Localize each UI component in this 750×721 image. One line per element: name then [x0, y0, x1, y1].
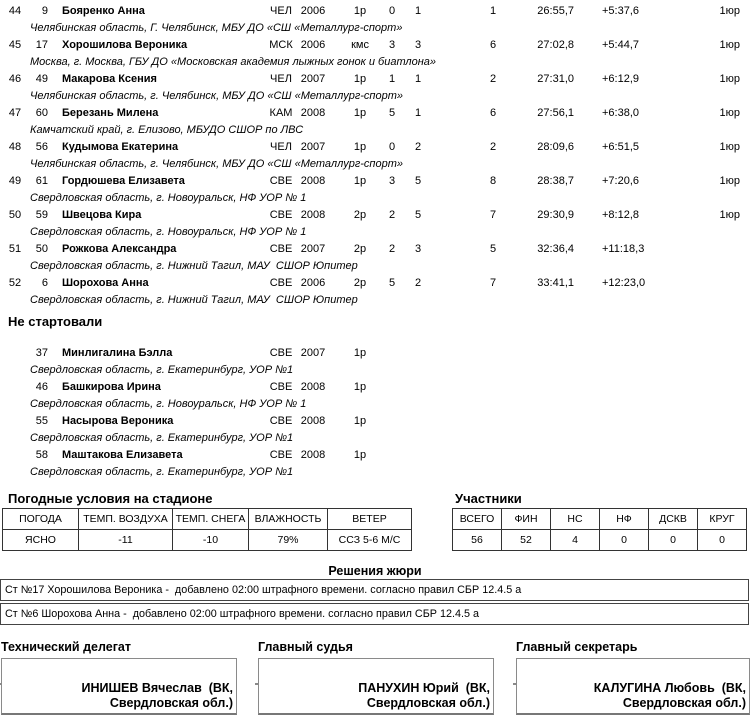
time-cell: 32:36,4: [537, 243, 574, 255]
weather-section-title: Погодные условия на стадионе: [8, 491, 213, 506]
club-line: Москва, г. Москва, ГБУ ДО «Московская академия лыжных гонок и биатлона»: [30, 56, 437, 68]
penalty1-cell: 0: [388, 5, 396, 17]
penalty-total-cell: 1: [489, 5, 497, 17]
signature-box-chief-judge: [258, 658, 494, 715]
time-cell: 29:30,9: [537, 209, 574, 221]
signature-box-technical-delegate: [1, 658, 237, 715]
club-line: Челябинская область, г. Челябинск, МБУ ДО «СШ «Металлург-спорт»: [30, 158, 403, 170]
region-cell: СВЕ: [269, 209, 293, 221]
penalty2-cell: 1: [414, 107, 422, 119]
result-row: [0, 140, 750, 174]
region-cell: СВЕ: [269, 243, 293, 255]
region-cell: СВЕ: [269, 449, 293, 461]
birth-year-cell: 2007: [300, 73, 326, 85]
athlete-name: Рожкова Александра: [62, 243, 177, 255]
weather-value-cell: -11: [79, 530, 173, 551]
participants-value-cell: 52: [502, 530, 551, 551]
rank-cell: 2р: [353, 277, 367, 289]
result-row: [0, 72, 750, 106]
birth-year-cell: 2007: [300, 243, 326, 255]
birth-year-cell: 2008: [300, 415, 326, 427]
birth-year-cell: 2006: [300, 39, 326, 51]
athlete-name: Башкирова Ирина: [62, 381, 161, 393]
region-cell: СВЕ: [269, 347, 293, 359]
athlete-name: Гордюшева Елизавета: [62, 175, 185, 187]
weather-header-cell: ТЕМП. ВОЗДУХА: [79, 509, 173, 530]
dns-row: [0, 346, 750, 380]
penalty-total-cell: 2: [489, 73, 497, 85]
athlete-name: Минлигалина Бэлла: [62, 347, 173, 359]
signature-box-chief-secretary: [516, 658, 750, 715]
penalty1-cell: 3: [388, 39, 396, 51]
time-cell: 28:09,6: [537, 141, 574, 153]
official-role-technical-delegate: Технический делегат: [1, 640, 131, 654]
club-line: Свердловская область, г. Екатеринбург, УОР №1: [30, 466, 294, 478]
bib-cell: 60: [35, 107, 48, 119]
athlete-name: Хорошилова Вероника: [62, 39, 188, 51]
gap-cell: +12:23,0: [602, 277, 646, 289]
category-cell: 1юр: [719, 39, 740, 51]
club-line: Свердловская область, г. Нижний Тагил, МАУ СШОР Юпитер: [30, 260, 358, 272]
participants-section-title: Участники: [455, 491, 522, 506]
athlete-name: Маштакова Елизавета: [62, 449, 183, 461]
gap-cell: +5:44,7: [602, 39, 640, 51]
bib-cell: 55: [35, 415, 48, 427]
penalty2-cell: 3: [414, 39, 422, 51]
weather-header-cell: ВЕТЕР: [328, 509, 412, 530]
penalty2-cell: 2: [414, 141, 422, 153]
time-cell: 27:02,8: [537, 39, 574, 51]
place-cell: 52: [8, 277, 22, 289]
club-line: Свердловская область, г. Новоуральск, НФ УОР № 1: [30, 226, 307, 238]
region-cell: ЧЕЛ: [270, 73, 292, 85]
participants-value-cell: 0: [600, 530, 649, 551]
official-name: КАЛУГИНА Любовь (ВК, Свердловская обл.): [593, 681, 746, 710]
bib-cell: 61: [35, 175, 48, 187]
official-name: ПАНУХИН Юрий (ВК, Свердловская обл.): [358, 681, 490, 710]
participants-header-row: [453, 509, 747, 530]
penalty2-cell: 5: [414, 175, 422, 187]
gap-cell: +7:20,6: [602, 175, 640, 187]
penalty2-cell: 2: [414, 277, 422, 289]
result-row: [0, 106, 750, 140]
penalty1-cell: 3: [388, 175, 396, 187]
penalty-total-cell: 5: [489, 243, 497, 255]
weather-value-cell: 79%: [249, 530, 328, 551]
bib-cell: 9: [41, 5, 48, 17]
club-line: Свердловская область, г. Новоуральск, НФ УОР № 1: [30, 398, 307, 410]
penalty-total-cell: 7: [489, 277, 497, 289]
category-cell: 1юр: [719, 141, 740, 153]
place-cell: 49: [8, 175, 22, 187]
penalty-total-cell: 2: [489, 141, 497, 153]
time-cell: 33:41,1: [537, 277, 574, 289]
time-cell: 26:55,7: [537, 5, 574, 17]
region-cell: ЧЕЛ: [270, 141, 292, 153]
bib-cell: 50: [35, 243, 48, 255]
penalty1-cell: 5: [388, 107, 396, 119]
region-cell: СВЕ: [269, 277, 293, 289]
jury-decision-row: Ст №17 Хорошилова Вероника - добавлено 02:00 штрафного времени. согласно правил СБР 12.4.5 а: [0, 579, 749, 601]
dns-row: [0, 380, 750, 414]
region-cell: КАМ: [269, 107, 293, 119]
place-cell: 48: [8, 141, 22, 153]
dns-row: [0, 448, 750, 482]
region-cell: СВЕ: [269, 175, 293, 187]
rank-cell: 1р: [353, 415, 367, 427]
rank-cell: 2р: [353, 243, 367, 255]
participants-header-cell: НС: [551, 509, 600, 530]
weather-value-row: [3, 530, 412, 551]
weather-value-cell: -10: [173, 530, 249, 551]
official-name: ИНИШЕВ Вячеслав (ВК, Свердловская обл.): [81, 681, 233, 710]
result-row: [0, 208, 750, 242]
participants-value-cell: 0: [649, 530, 698, 551]
club-line: Свердловская область, г. Екатеринбург, УОР №1: [30, 364, 294, 376]
bib-cell: 6: [41, 277, 48, 289]
results-list: [0, 4, 750, 310]
participants-table: [452, 508, 747, 551]
penalty1-cell: 0: [388, 141, 396, 153]
athlete-name: Шорохова Анна: [62, 277, 149, 289]
region-cell: МСК: [269, 39, 293, 51]
result-row: [0, 174, 750, 208]
place-cell: 51: [8, 243, 22, 255]
penalty2-cell: 5: [414, 209, 422, 221]
club-line: Челябинская область, Г. Челябинск, МБУ ДО «СШ «Металлург-спорт»: [30, 22, 403, 34]
dns-row: [0, 414, 750, 448]
rank-cell: 2р: [353, 209, 367, 221]
bib-cell: 49: [35, 73, 48, 85]
gap-cell: +6:51,5: [602, 141, 640, 153]
rank-cell: 1р: [353, 381, 367, 393]
weather-header-cell: ВЛАЖНОСТЬ: [249, 509, 328, 530]
bib-cell: 37: [35, 347, 48, 359]
weather-value-cell: ССЗ 5-6 М/С: [328, 530, 412, 551]
jury-decision-row: Ст №6 Шорохова Анна - добавлено 02:00 штрафного времени. согласно правил СБР 12.4.5 а: [0, 603, 749, 625]
penalty-total-cell: 6: [489, 39, 497, 51]
club-line: Свердловская область, г. Нижний Тагил, МАУ СШОР Юпитер: [30, 294, 358, 306]
athlete-name: Макарова Ксения: [62, 73, 157, 85]
weather-table: [2, 508, 412, 551]
birth-year-cell: 2008: [300, 449, 326, 461]
penalty2-cell: 1: [414, 5, 422, 17]
result-row: [0, 276, 750, 310]
region-cell: СВЕ: [269, 415, 293, 427]
participants-header-cell: ДСКВ: [649, 509, 698, 530]
athlete-name: Швецова Кира: [62, 209, 142, 221]
place-cell: 44: [8, 5, 22, 17]
club-line: Свердловская область, г. Екатеринбург, УОР №1: [30, 432, 294, 444]
region-cell: СВЕ: [269, 381, 293, 393]
time-cell: 28:38,7: [537, 175, 574, 187]
rank-cell: 1р: [353, 73, 367, 85]
weather-header-row: [3, 509, 412, 530]
penalty2-cell: 3: [414, 243, 422, 255]
participants-value-cell: 56: [453, 530, 502, 551]
penalty1-cell: 2: [388, 243, 396, 255]
penalty2-cell: 1: [414, 73, 422, 85]
weather-value-cell: ЯСНО: [3, 530, 79, 551]
athlete-name: Березань Милена: [62, 107, 159, 119]
penalty1-cell: 5: [388, 277, 396, 289]
bib-cell: 58: [35, 449, 48, 461]
category-cell: 1юр: [719, 73, 740, 85]
result-row: [0, 4, 750, 38]
athlete-name: Насырова Вероника: [62, 415, 174, 427]
gap-cell: +5:37,6: [602, 5, 640, 17]
place-cell: 47: [8, 107, 22, 119]
gap-cell: +11:18,3: [602, 243, 645, 255]
category-cell: 1юр: [719, 5, 740, 17]
participants-value-row: [453, 530, 747, 551]
participants-value-cell: 4: [551, 530, 600, 551]
category-cell: 1юр: [719, 175, 740, 187]
region-cell: ЧЕЛ: [270, 5, 292, 17]
rank-cell: кмс: [351, 39, 369, 51]
result-row: [0, 242, 750, 276]
club-line: Свердловская область, г. Новоуральск, НФ УОР № 1: [30, 192, 307, 204]
place-cell: 46: [8, 73, 22, 85]
weather-header-cell: ТЕМП. СНЕГА: [173, 509, 249, 530]
club-line: Камчатский край, г. Елизово, МБУДО СШОР по ЛВС: [30, 124, 304, 136]
club-line: Челябинская область, г. Челябинск, МБУ ДО «СШ «Металлург-спорт»: [30, 90, 403, 102]
birth-year-cell: 2007: [300, 141, 326, 153]
penalty1-cell: 2: [388, 209, 396, 221]
birth-year-cell: 2008: [300, 209, 326, 221]
penalty-total-cell: 6: [489, 107, 497, 119]
place-cell: 50: [8, 209, 22, 221]
official-role-chief-judge: Главный судья: [258, 640, 353, 654]
rank-cell: 1р: [353, 107, 367, 119]
participants-header-cell: ВСЕГО: [453, 509, 502, 530]
birth-year-cell: 2006: [300, 5, 326, 17]
rank-cell: 1р: [353, 347, 367, 359]
rank-cell: 1р: [353, 449, 367, 461]
rank-cell: 1р: [353, 5, 367, 17]
bib-cell: 17: [35, 39, 48, 51]
participants-header-cell: НФ: [600, 509, 649, 530]
bib-cell: 46: [35, 381, 48, 393]
penalty-total-cell: 7: [489, 209, 497, 221]
bib-cell: 59: [35, 209, 48, 221]
dns-list: [0, 346, 750, 482]
gap-cell: +6:12,9: [602, 73, 640, 85]
category-cell: 1юр: [719, 209, 740, 221]
gap-cell: +8:12,8: [602, 209, 640, 221]
place-cell: 45: [8, 39, 22, 51]
dns-section-title: Не стартовали: [8, 314, 103, 329]
time-cell: 27:31,0: [537, 73, 574, 85]
rank-cell: 1р: [353, 141, 367, 153]
birth-year-cell: 2008: [300, 175, 326, 187]
birth-year-cell: 2007: [300, 347, 326, 359]
weather-header-cell: ПОГОДА: [3, 509, 79, 530]
category-cell: 1юр: [719, 107, 740, 119]
result-row: [0, 38, 750, 72]
penalty-total-cell: 8: [489, 175, 497, 187]
birth-year-cell: 2008: [300, 381, 326, 393]
rank-cell: 1р: [353, 175, 367, 187]
penalty1-cell: 1: [388, 73, 396, 85]
participants-header-cell: КРУГ: [698, 509, 747, 530]
athlete-name: Кудымова Екатерина: [62, 141, 179, 153]
official-role-chief-secretary: Главный секретарь: [516, 640, 638, 654]
birth-year-cell: 2006: [300, 277, 326, 289]
jury-section-title: Решения жюри: [328, 564, 422, 578]
gap-cell: +6:38,0: [602, 107, 640, 119]
time-cell: 27:56,1: [537, 107, 574, 119]
athlete-name: Бояренко Анна: [62, 5, 145, 17]
participants-value-cell: 0: [698, 530, 747, 551]
birth-year-cell: 2008: [300, 107, 326, 119]
bib-cell: 56: [35, 141, 48, 153]
participants-header-cell: ФИН: [502, 509, 551, 530]
